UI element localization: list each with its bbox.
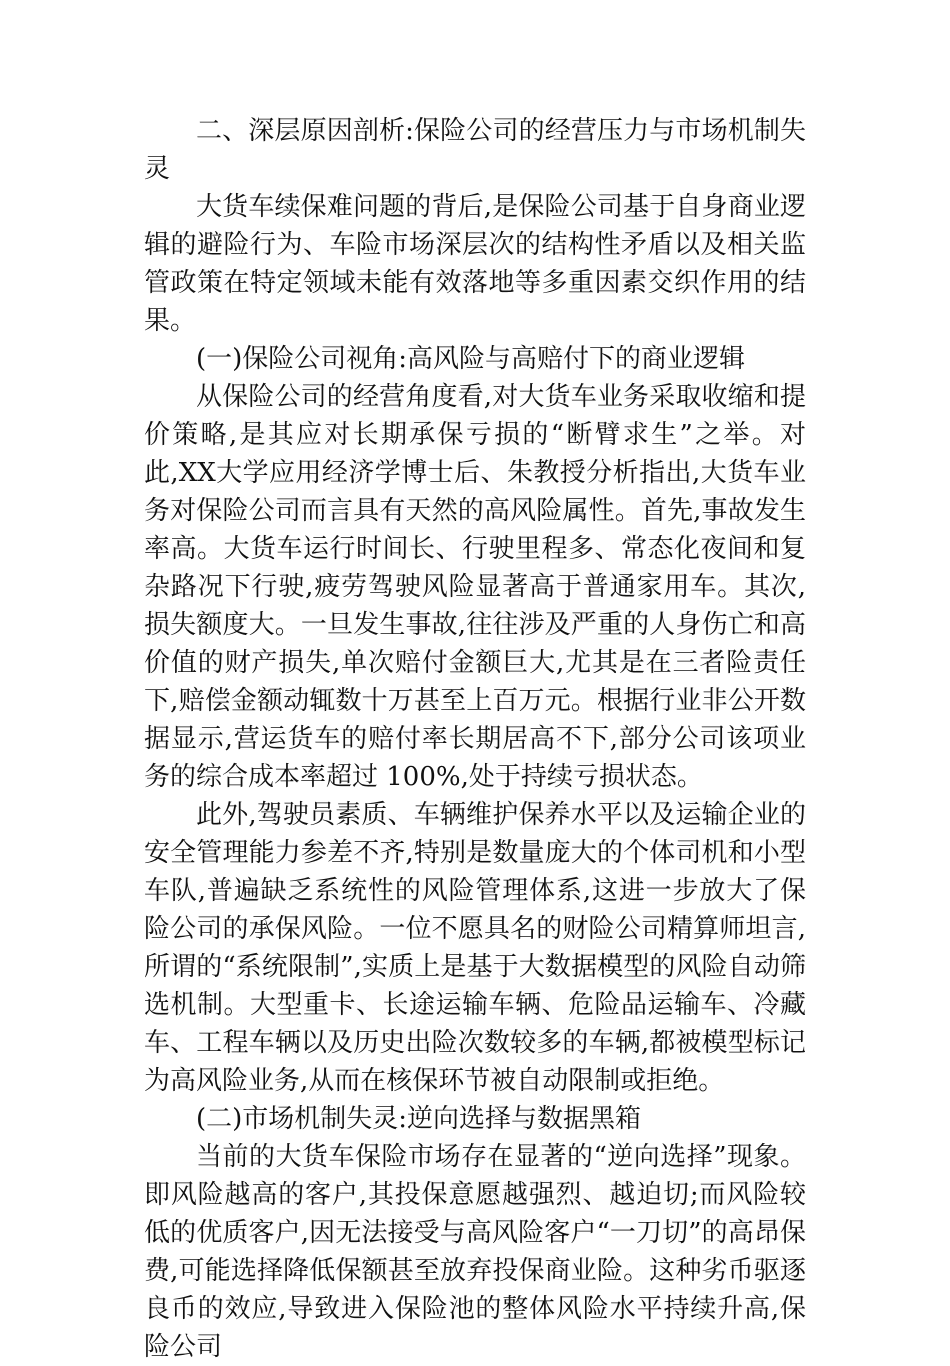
subsection-1-heading: (一)保险公司视角:高风险与高赔付下的商业逻辑 [196,344,746,374]
document-page [144,112,806,1366]
section-heading: 二、深层原因剖析:保险公司的经营压力与市场机制失灵 [144,116,806,184]
subsection-1-paragraph-1: 从保险公司的经营角度看,对大货车业务采取收缩和提价策略,是其应对长期承保亏损的“断臂求生”之举。对此,XX大学应用经济学博士后、朱教授分析指出,大货车业务对保险公司而言具有天然的高风险属性。首先,事故发生率高。大货车运行时间长、行驶里程多、常态化夜间和复杂路况下行驶,疲劳驾驶风险显著高于普通家用车。其次,损失额度大。一旦发生事故,往往涉及严重的人身伤亡和高价值的财产损失,单次赔付金额巨大,尤其是在三者险责任下,赔偿金额动辄数十万甚至上百万元。根据行业非公开数据显示,营运货车的赔付率长期居高不下,部分公司该项业务的综合成本率超过 100%,处于持续亏损状态。 [144,382,806,792]
subsection-1-paragraph-2: 此外,驾驶员素质、车辆维护保养水平以及运输企业的安全管理能力参差不齐,特别是数量庞大的个体司机和小型车队,普遍缺乏系统性的风险管理体系,这进一步放大了保险公司的承保风险。一位不愿具名的财险公司精算师坦言,所谓的“系统限制”,实质上是基于大数据模型的风险自动筛选机制。大型重卡、长途运输车辆、危险品运输车、冷藏车、工程车辆以及历史出险次数较多的车辆,都被模型标记为高风险业务,从而在核保环节被自动限制或拒绝。 [144,800,806,1096]
subsection-2-heading: (二)市场机制失灵:逆向选择与数据黑箱 [196,1104,642,1134]
intro-paragraph: 大货车续保难问题的背后,是保险公司基于自身商业逻辑的避险行为、车险市场深层次的结构性矛盾以及相关监管政策在特定领域未能有效落地等多重因素交织作用的结果。 [144,192,806,336]
subsection-2-paragraph-1: 当前的大货车保险市场存在显著的“逆向选择”现象。即风险越高的客户,其投保意愿越强烈、越迫切;而风险较低的优质客户,因无法接受与高风险客户“一刀切”的高昂保费,可能选择降低保额甚至放弃投保商业险。这种劣币驱逐良币的效应,导致进入保险池的整体风险水平持续升高,保险公司 [144,1142,806,1362]
